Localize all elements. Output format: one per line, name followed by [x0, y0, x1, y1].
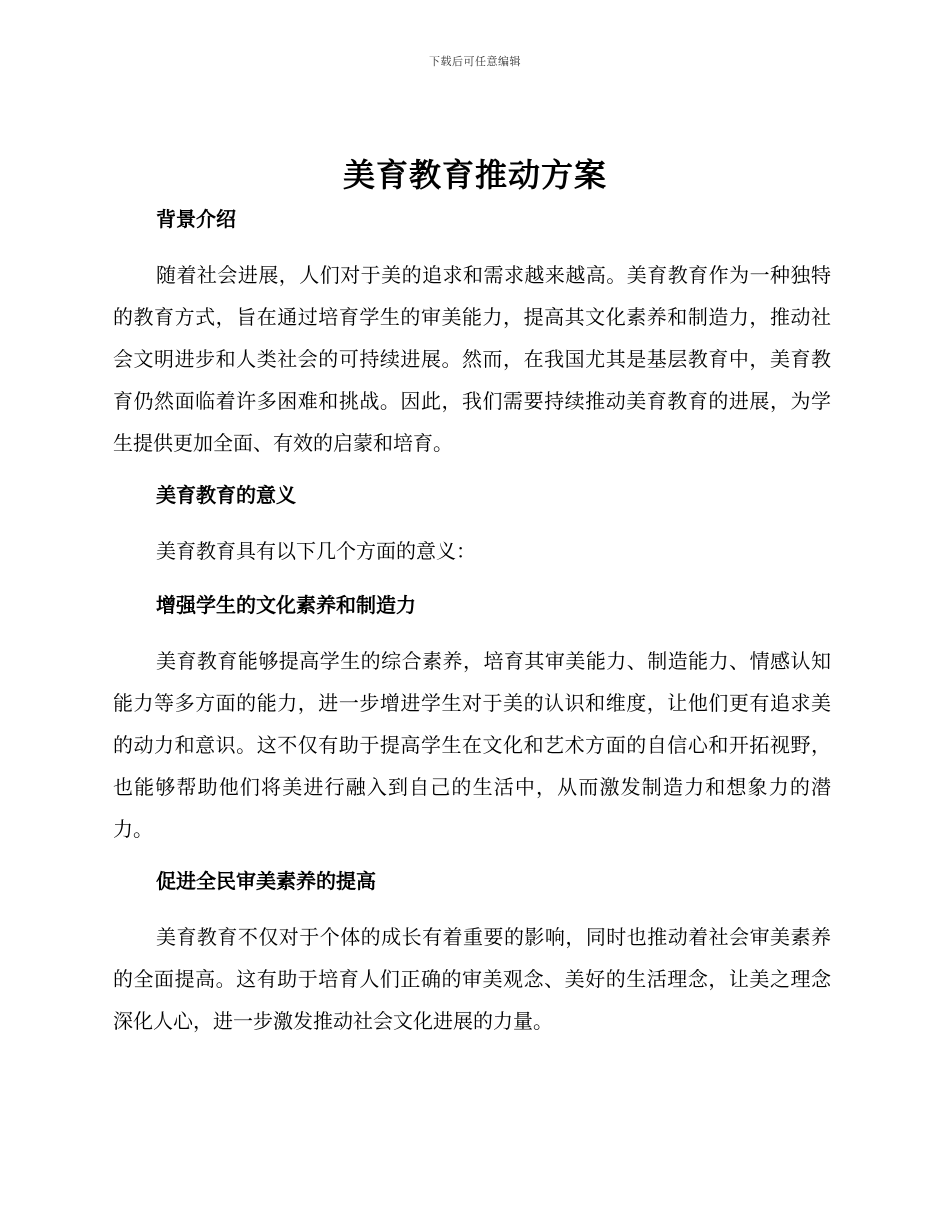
- header-note: 下载后可任意编辑: [429, 55, 521, 68]
- paragraph-public-aesthetics: 美育教育不仅对于个体的成长有着重要的影响，同时也推动着社会审美素养的全面提高。这有助于培育人们正确的审美观念、美好的生活理念，让美之理念深化人心，进一步激发推动社会文化进展的力量。: [113, 925, 831, 1033]
- section-heading-significance: 美育教育的意义: [156, 483, 296, 507]
- paragraph-literacy-creativity: 美育教育能够提高学生的综合素养，培育其审美能力、制造能力、情感认知能力等多方面的能力，进一步增进学生对于美的认识和维度，让他们更有追求美的动力和意识。这不仅有助于提高学生在文化和艺术方面的自信心和开拓视野，也能够帮助他们将美进行融入到自己的生活中，从而激发制造力和想象力的潜力。: [113, 649, 831, 841]
- document-title: 美育教育推动方案: [342, 156, 607, 194]
- section-heading-literacy-creativity: 增强学生的文化素养和制造力: [156, 593, 416, 617]
- section-heading-background: 背景介绍: [156, 207, 236, 231]
- paragraph-background: 随着社会进展，人们对于美的追求和需求越来越高。美育教育作为一种独特的教育方式，旨在通过培育学生的审美能力，提高其文化素养和制造力，推动社会文明进步和人类社会的可持续进展。然而，在我国尤其是基层教育中，美育教育仍然面临着许多困难和挑战。因此，我们需要持续推动美育教育的进展，为学生提供更加全面、有效的启蒙和培育。: [113, 263, 831, 455]
- section-heading-public-aesthetics: 促进全民审美素养的提高: [156, 869, 376, 893]
- paragraph-significance-intro: 美育教育具有以下几个方面的意义：: [156, 539, 476, 563]
- document-body: [113, 204, 831, 1058]
